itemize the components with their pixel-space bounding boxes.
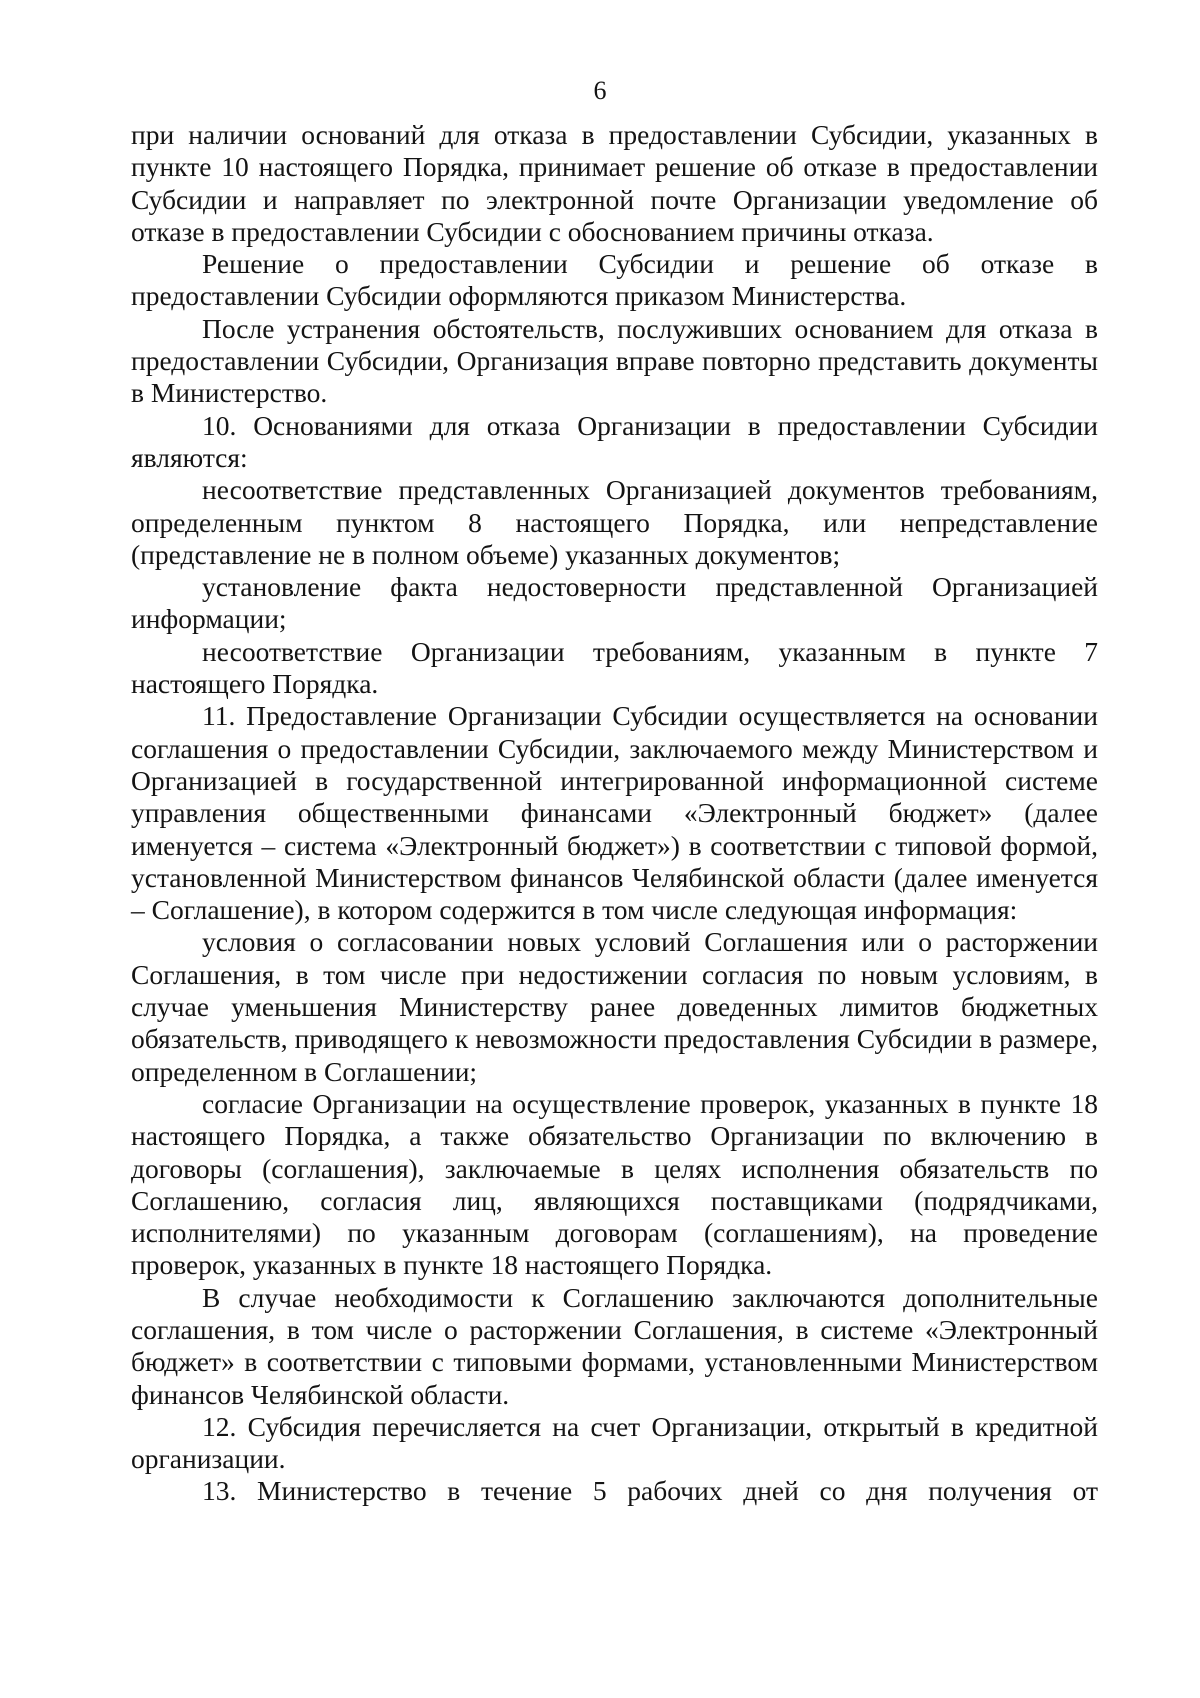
- paragraph-refusal-ground-3: несоответствие Организации требованиям, указанным в пункте 7 настоящего Порядка.: [131, 635, 1098, 700]
- paragraph-item-13: 13. Министерство в течение 5 рабочих дней со дня получения от: [202, 1475, 1098, 1507]
- paragraph-agreement-consent: согласие Организации на осуществление проверок, указанных в пункте 18 настоящего Порядка, а также обязательство Организации по включению в договоры (соглашения), заключаемые в целях исполнения обязательств по Соглашению, согласия лиц, являющихся поставщиками (подрядчиками, исполнителями) по указанным договорам (соглашениям), на проведение проверок, указанных в пункте 18 настоящего Порядка.: [131, 1087, 1098, 1281]
- paragraph-item-12: 12. Субсидия перечисляется на счет Организации, открытый в кредитной организации.: [131, 1410, 1098, 1475]
- paragraph-refusal-ground-2: установление факта недостоверности представленной Организацией информации;: [131, 571, 1098, 635]
- paragraph-decision-form: Решение о предоставлении Субсидии и решение об отказе в предоставлении Субсидии оформляются приказом Министерства.: [131, 248, 1098, 312]
- paragraph-refusal-ground-1: несоответствие представленных Организацией документов требованиям, определенным пунктом 8 настоящего Порядка, или непредставление (представление не в полном объеме) указанных документов;: [131, 474, 1098, 570]
- paragraph-additional-agreements: В случае необходимости к Соглашению заключаются дополнительные соглашения, в том числе о расторжении Соглашения, в системе «Электронный бюджет» в соответствии с типовыми формами, установленными Министерством финансов Челябинской области.: [131, 1281, 1098, 1410]
- paragraph-item-11: 11. Предоставление Организации Субсидии осуществляется на основании соглашения о предоставлении Субсидии, заключаемого между Министерством и Организацией в государственной интегрированной информационной системе управления общественными финансами «Электронный бюджет» (далее именуется – система «Электронный бюджет») в соответствии с типовой формой, установленной Министерством финансов Челябинской области (далее именуется – Соглашение), в котором содержится в том числе следующая информация:: [131, 700, 1098, 926]
- paragraph-resubmission: После устранения обстоятельств, послуживших основанием для отказа в предоставлении Субсидии, Организация вправе повторно представить документы в Министерство.: [131, 312, 1098, 409]
- paragraph-refusal-decision: при наличии оснований для отказа в предоставлении Субсидии, указанных в пункте 10 настоящего Порядка, принимает решение об отказе в предоставлении Субсидии и направляет по электронной почте Организации уведомление об отказе в предоставлении Субсидии с обоснованием причины отказа.: [131, 119, 1098, 247]
- page-number: 6: [593, 76, 607, 105]
- paragraph-agreement-conditions: условия о согласовании новых условий Соглашения или о расторжении Соглашения, в том числе при недостижении согласия по новым условиям, в случае уменьшения Министерству ранее доведенных лимитов бюджетных обязательств, приводящего к невозможности предоставления Субсидии в размере, определенном в Соглашении;: [131, 926, 1098, 1087]
- paragraph-item-10: 10. Основаниями для отказа Организации в предоставлении Субсидии являются:: [131, 409, 1098, 473]
- document-body: [131, 119, 1098, 1508]
